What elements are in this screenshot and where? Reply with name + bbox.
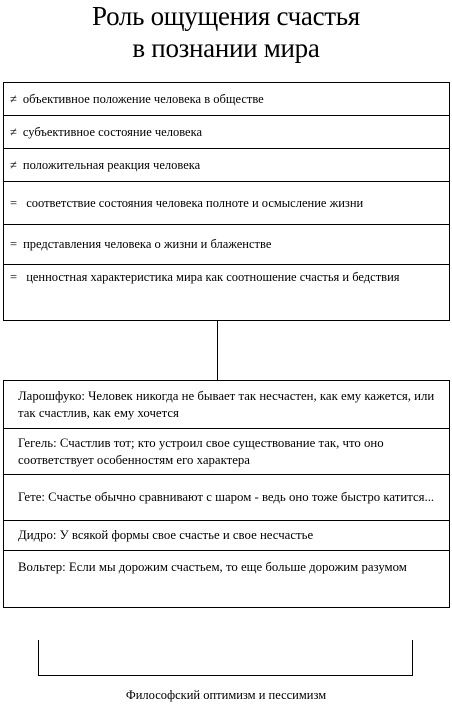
concept-row — [4, 149, 449, 182]
quote-text: Ларошфуко: Человек никогда не бывает так несчастен, как ему кажется, или так счастлив, как ему хочется — [18, 388, 435, 420]
diagram-title — [0, 0, 452, 64]
concept-text: соответствие состояния человека полноте и осмысление жизни — [26, 195, 364, 210]
title-line-1: Роль ощущения счастья — [92, 1, 360, 31]
title-line-2: в познании мира — [132, 33, 320, 63]
concept-text: объективное положение человека в обществе — [22, 91, 264, 106]
concept-symbol: = — [10, 195, 18, 210]
bracket-left — [38, 640, 39, 676]
quotes-table — [3, 380, 450, 608]
concept-text: положительная реакция человека — [22, 157, 201, 172]
concept-text: ценностная характеристика мира как соотношение счастья и бедствия — [26, 270, 400, 284]
bracket-bottom — [38, 675, 413, 676]
quote-text: Вольтер: Если мы дорожим счастьем, то еще больше дорожим разумом — [18, 560, 407, 574]
quote-text: Гегель: Счастлив тот; кто устроил свое существование так, что оно соответствует особенностям его характера — [18, 435, 384, 467]
quote-text: Дидро: У всякой формы свое счастье и свое несчастье — [18, 528, 314, 542]
concept-symbol: ≠ — [10, 91, 17, 106]
concept-row — [4, 182, 449, 225]
concept-text: представления человека о жизни и блаженстве — [23, 237, 272, 251]
quote-row — [4, 551, 449, 607]
quote-row — [4, 381, 449, 429]
concept-row — [4, 83, 449, 116]
quote-row — [4, 429, 449, 475]
footer-label: Философский оптимизм и пессимизм — [125, 688, 327, 702]
concept-row — [4, 225, 449, 265]
concept-text: субъективное состояние человека — [22, 124, 203, 139]
concept-table — [3, 82, 450, 321]
quote-row — [4, 475, 449, 521]
bracket-right — [412, 640, 413, 676]
quote-text: Гете: Счастье обычно сравнивают с шаром - ведь оно тоже быстро катится... — [18, 490, 435, 504]
concept-wrap — [10, 269, 400, 286]
concept-row — [4, 116, 449, 149]
vertical-connector — [217, 321, 218, 380]
quote-row — [4, 521, 449, 551]
concept-symbol: = — [10, 270, 18, 284]
concept-wrap — [10, 195, 363, 212]
concept-symbol: = — [10, 237, 18, 251]
concept-row — [4, 265, 449, 320]
concept-symbol: ≠ — [10, 124, 17, 139]
concept-symbol: ≠ — [10, 157, 17, 172]
